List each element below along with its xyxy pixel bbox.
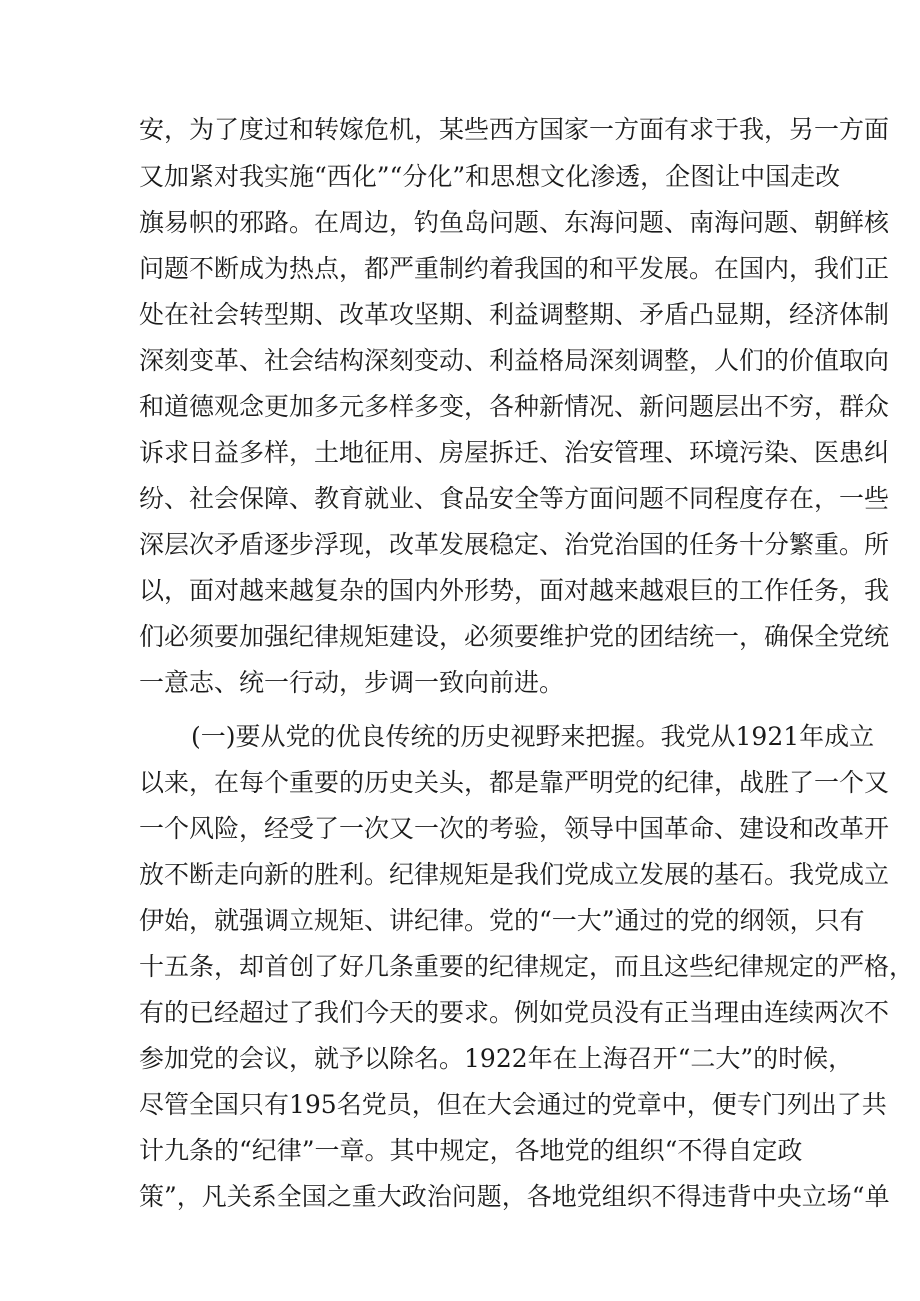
paragraph-2-line-4: 放不断走向新的胜利。纪律规矩是我们党成立发展的基石。我党成立 [139, 860, 890, 889]
paragraph-2-line-7: 有的已经超过了我们今天的要求。例如党员没有正当理由连续两次不 [139, 998, 890, 1027]
paragraph-1-line-8: 诉求日益多样，土地征用、房屋拆迁、治安管理、环境污染、医患纠 [139, 438, 890, 467]
paragraph-1-line-1: 安，为了度过和转嫁危机，某些西方国家一方面有求于我，另一方面 [139, 115, 890, 144]
paragraph-1-line-12: 们必须要加强纪律规矩建设，必须要维护党的团结统一，确保全党统 [139, 622, 890, 651]
paragraph-2-line-8: 参加党的会议，就予以除名。1922年在上海召开“二大”的时候， [139, 1044, 854, 1073]
paragraph-1-line-7: 和道德观念更加多元多样多变，各种新情况、新问题层出不穷，群众 [139, 392, 890, 421]
paragraph-1-line-9: 纷、社会保障、教育就业、食品安全等方面问题不同程度存在，一些 [139, 484, 890, 513]
paragraph-1-line-6: 深刻变革、社会结构深刻变动、利益格局深刻调整，人们的价值取向 [139, 346, 890, 375]
paragraph-2-line-9: 尽管全国只有195名党员，但在大会通过的党章中，便专门列出了共 [139, 1090, 887, 1119]
paragraph-1-line-11: 以，面对越来越复杂的国内外形势，面对越来越艰巨的工作任务，我 [139, 576, 890, 605]
paragraph-1-line-10: 深层次矛盾逐步浮现，改革发展稳定、治党治国的任务十分繁重。所 [139, 530, 890, 559]
paragraph-1-line-2: 又加紧对我实施“西化”“分化”和思想文化渗透，企图让中国走改 [139, 162, 841, 191]
paragraph-2-line-10: 计九条的“纪律”一章。其中规定，各地党的组织“不得自定政 [139, 1136, 803, 1165]
paragraph-2-line-3: 一个风险，经受了一次又一次的考验，领导中国革命、建设和改革开 [139, 814, 890, 843]
paragraph-2-line-2: 以来，在每个重要的历史关头，都是靠严明党的纪律，战胜了一个又 [139, 768, 890, 797]
paragraph-1-line-3: 旗易帜的邪路。在周边，钓鱼岛问题、东海问题、南海问题、朝鲜核 [139, 208, 890, 237]
paragraph-1-line-4: 问题不断成为热点，都严重制约着我国的和平发展。在国内，我们正 [139, 254, 890, 283]
paragraph-2-line-5: 伊始，就强调立规矩、讲纪律。党的“一大”通过的党的纲领，只有 [139, 906, 865, 935]
paragraph-2-line-1: (一)要从党的优良传统的历史视野来把握。我党从1921年成立 [191, 722, 875, 751]
paragraph-1-line-13: 一意志、统一行动，步调一致向前进。 [139, 668, 565, 697]
paragraph-1-line-5: 处在社会转型期、改革攻坚期、利益调整期、矛盾凸显期，经济体制 [139, 300, 890, 329]
paragraph-2-line-6: 十五条，却首创了好几条重要的纪律规定，而且这些纪律规定的严格， [139, 952, 915, 981]
paragraph-2-line-11: 策”，凡关系全国之重大政治问题，各地党组织不得违背中央立场“单 [139, 1182, 890, 1211]
